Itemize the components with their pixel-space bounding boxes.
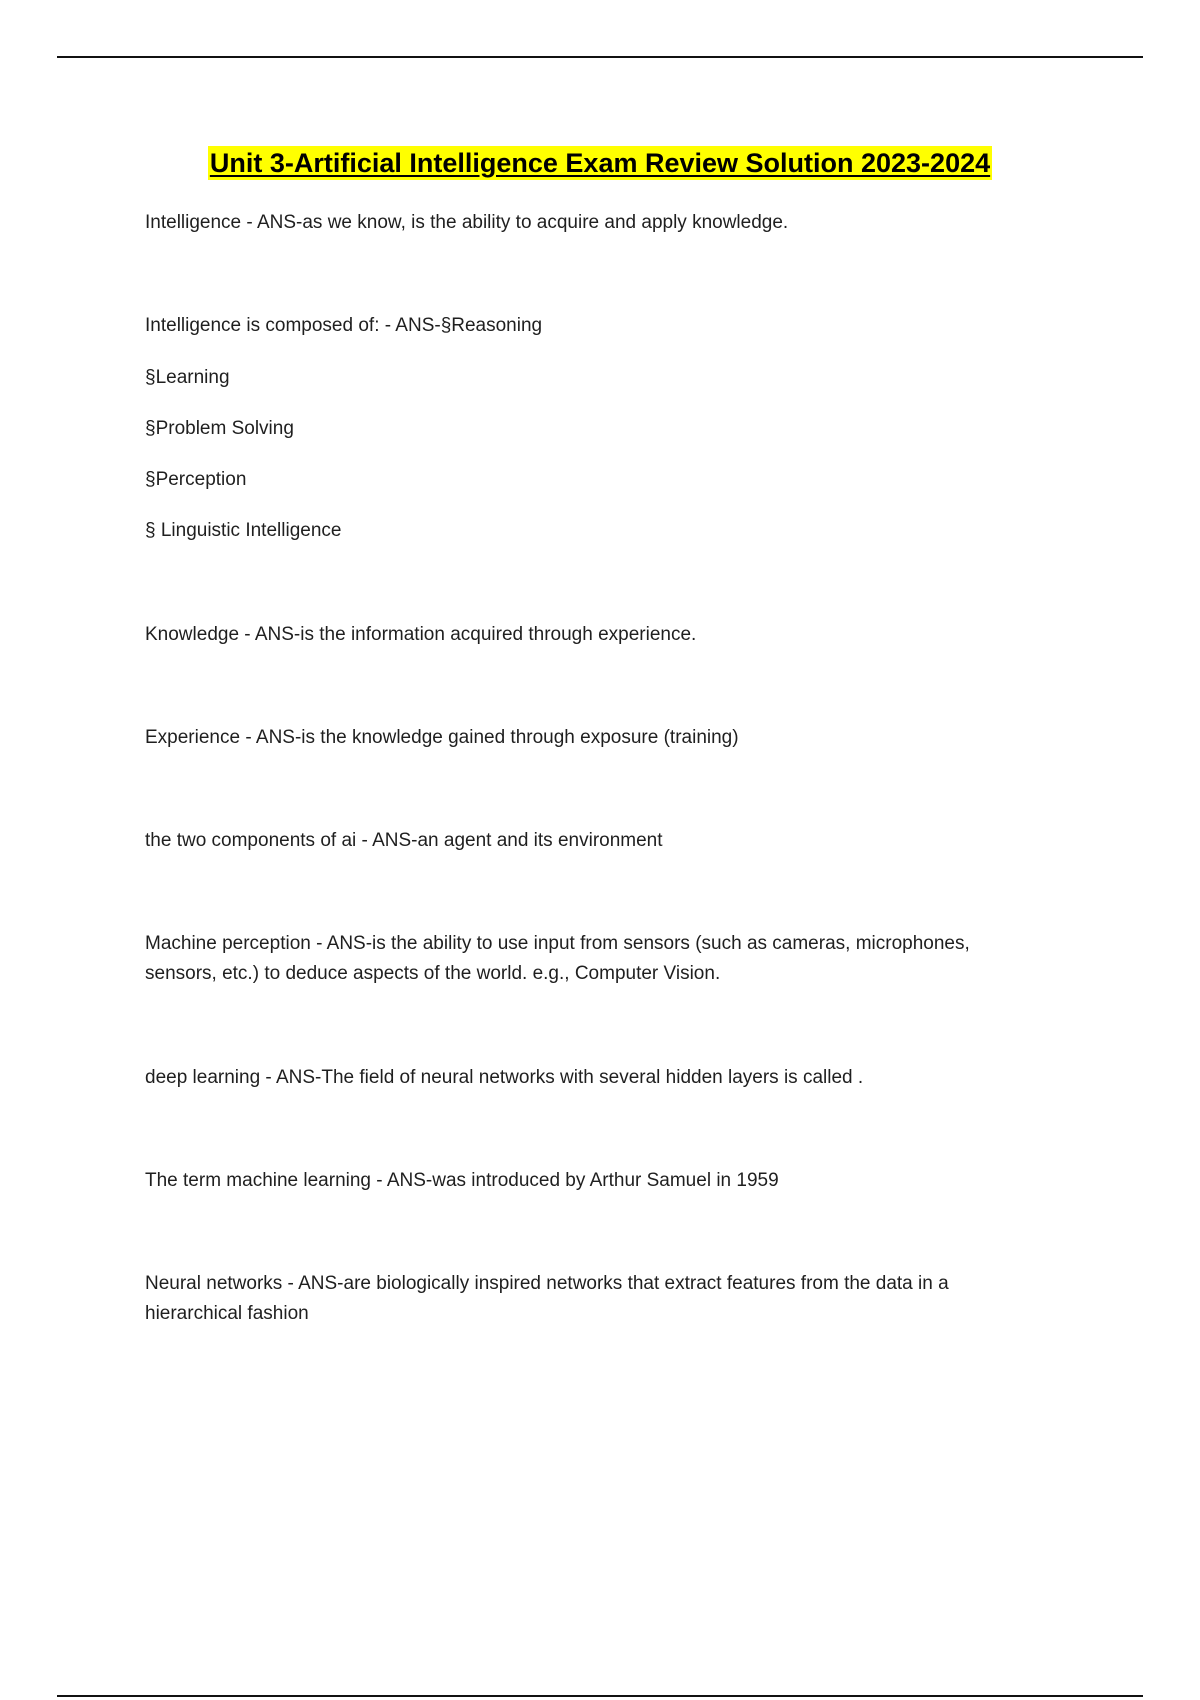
entry-problem-solving: §Problem Solving (145, 418, 294, 439)
document-title: Unit 3-Artificial Intelligence Exam Review Solution 2023-2024 (209, 148, 991, 178)
entry-machine-perception: Machine perception - ANS-is the ability to use input from sensors (such as cameras, microphones, sensors, etc.) to deduce aspects of the world. e.g., Computer Vision. (145, 933, 970, 984)
entry-intelligence-composed: Intelligence is composed of: - ANS-§Reasoning (145, 315, 543, 336)
entry-intelligence: Intelligence - ANS-as we know, is the ability to acquire and apply knowledge. (145, 212, 789, 233)
entry-knowledge: Knowledge - ANS-is the information acquired through experience. (145, 624, 697, 645)
entry-two-components: the two components of ai - ANS-an agent and its environment (145, 830, 663, 851)
entry-deep-learning: deep learning - ANS-The field of neural networks with several hidden layers is called . (145, 1067, 864, 1088)
bottom-rule (57, 1695, 1143, 1697)
title-container (0, 146, 1200, 180)
entry-learning: §Learning (145, 367, 230, 388)
entry-neural-networks: Neural networks - ANS-are biologically inspired networks that extract features from the data in a hierarchical fashion (145, 1273, 949, 1324)
entry-experience: Experience - ANS-is the knowledge gained through exposure (training) (145, 727, 739, 748)
entry-machine-learning-term: The term machine learning - ANS-was introduced by Arthur Samuel in 1959 (145, 1170, 779, 1191)
top-rule (57, 56, 1143, 58)
entry-perception: §Perception (145, 469, 247, 490)
entry-linguistic-intelligence: § Linguistic Intelligence (145, 520, 342, 541)
